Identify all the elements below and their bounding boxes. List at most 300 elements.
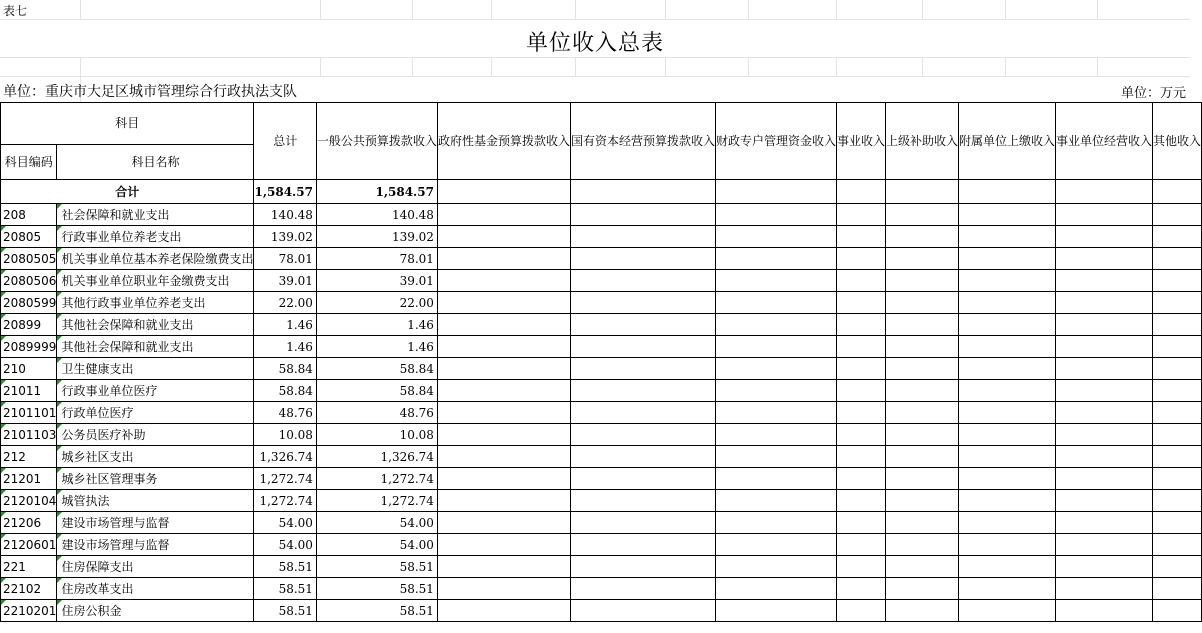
empty-cell bbox=[1153, 336, 1202, 358]
row-total: 39.01 bbox=[254, 270, 316, 292]
empty-cell bbox=[1056, 204, 1153, 226]
empty-cell bbox=[1056, 424, 1153, 446]
row-code: 21011 bbox=[1, 380, 57, 402]
empty-cell bbox=[715, 380, 836, 402]
empty-cell bbox=[715, 204, 836, 226]
empty-cell bbox=[1056, 270, 1153, 292]
empty-cell bbox=[886, 358, 959, 380]
empty-cell bbox=[437, 314, 570, 336]
empty-cell bbox=[715, 248, 836, 270]
grid-line bbox=[922, 57, 923, 77]
empty-cell bbox=[1153, 204, 1202, 226]
empty-cell bbox=[570, 446, 715, 468]
empty-cell bbox=[886, 600, 959, 622]
row-name: 行政单位医疗 bbox=[57, 402, 254, 424]
empty-cell bbox=[1056, 314, 1153, 336]
row-name: 建设市场管理与监督 bbox=[57, 534, 254, 556]
grid-line bbox=[575, 57, 576, 77]
empty-cell bbox=[437, 600, 570, 622]
empty-cell bbox=[1153, 402, 1202, 424]
header-state-capital: 国有资本经营预算拨款收入 bbox=[570, 103, 715, 180]
header-gov-fund: 政府性基金预算拨款收入 bbox=[437, 103, 570, 180]
table-row bbox=[1, 490, 1202, 512]
row-total: 54.00 bbox=[254, 534, 316, 556]
row-name: 卫生健康支出 bbox=[57, 358, 254, 380]
table-row bbox=[1, 402, 1202, 424]
row-name: 行政事业单位医疗 bbox=[57, 380, 254, 402]
row-general-budget: 48.76 bbox=[316, 402, 437, 424]
header-business-income: 事业收入 bbox=[836, 103, 885, 180]
row-general-budget: 22.00 bbox=[316, 292, 437, 314]
header-superior-subsidy: 上级补助收入 bbox=[886, 103, 959, 180]
total-row bbox=[1, 180, 1202, 204]
row-general-budget: 1,272.74 bbox=[316, 468, 437, 490]
empty-cell bbox=[715, 556, 836, 578]
empty-cell bbox=[836, 424, 885, 446]
empty-cell bbox=[959, 512, 1056, 534]
empty-cell bbox=[715, 424, 836, 446]
empty-cell bbox=[1056, 336, 1153, 358]
empty-cell bbox=[437, 468, 570, 490]
grid-line bbox=[1097, 57, 1098, 77]
grid-line bbox=[922, 0, 923, 19]
empty-cell bbox=[715, 180, 836, 204]
empty-cell bbox=[1153, 446, 1202, 468]
grid-line bbox=[491, 57, 492, 77]
grid-line bbox=[412, 0, 413, 19]
empty-cell bbox=[959, 292, 1056, 314]
row-code: 22102 bbox=[1, 578, 57, 600]
empty-cell bbox=[437, 204, 570, 226]
empty-cell bbox=[836, 314, 885, 336]
row-total: 58.84 bbox=[254, 380, 316, 402]
empty-cell bbox=[715, 292, 836, 314]
empty-cell bbox=[437, 292, 570, 314]
empty-cell bbox=[836, 512, 885, 534]
empty-cell bbox=[886, 512, 959, 534]
empty-cell bbox=[886, 556, 959, 578]
grid-line bbox=[80, 0, 81, 19]
empty-cell bbox=[570, 490, 715, 512]
row-code: 210 bbox=[1, 358, 57, 380]
empty-cell bbox=[1056, 380, 1153, 402]
empty-cell bbox=[1056, 512, 1153, 534]
empty-cell bbox=[886, 180, 959, 204]
empty-cell bbox=[437, 336, 570, 358]
empty-cell bbox=[886, 578, 959, 600]
empty-cell bbox=[437, 578, 570, 600]
empty-cell bbox=[1153, 424, 1202, 446]
header-subject-code: 科目编码 bbox=[1, 145, 57, 180]
grid-line bbox=[491, 0, 492, 19]
empty-cell bbox=[570, 512, 715, 534]
empty-cell bbox=[886, 468, 959, 490]
row-total: 10.08 bbox=[254, 424, 316, 446]
row-general-budget: 39.01 bbox=[316, 270, 437, 292]
table-row bbox=[1, 556, 1202, 578]
empty-cell bbox=[437, 534, 570, 556]
grid-line bbox=[836, 0, 837, 19]
row-total: 58.51 bbox=[254, 556, 316, 578]
empty-cell bbox=[1153, 512, 1202, 534]
empty-cell bbox=[1153, 380, 1202, 402]
empty-cell bbox=[437, 380, 570, 402]
empty-cell bbox=[1056, 534, 1153, 556]
empty-cell bbox=[437, 270, 570, 292]
row-name: 住房保障支出 bbox=[57, 556, 254, 578]
table-row bbox=[1, 512, 1202, 534]
empty-cell bbox=[1056, 446, 1153, 468]
table-row bbox=[1, 204, 1202, 226]
empty-cell bbox=[959, 534, 1056, 556]
empty-cell bbox=[886, 226, 959, 248]
empty-cell bbox=[715, 358, 836, 380]
empty-cell bbox=[437, 512, 570, 534]
row-total: 58.51 bbox=[254, 578, 316, 600]
empty-cell bbox=[1056, 292, 1153, 314]
empty-cell bbox=[1153, 180, 1202, 204]
empty-cell bbox=[437, 446, 570, 468]
row-total: 58.84 bbox=[254, 358, 316, 380]
empty-cell bbox=[715, 534, 836, 556]
empty-cell bbox=[836, 446, 885, 468]
empty-cell bbox=[437, 180, 570, 204]
grid-line bbox=[748, 57, 749, 77]
unit-currency: 单位：万元 bbox=[1120, 86, 1186, 101]
empty-cell bbox=[1153, 468, 1202, 490]
empty-cell bbox=[1153, 248, 1202, 270]
empty-cell bbox=[836, 180, 885, 204]
grid-line bbox=[0, 57, 1190, 58]
empty-cell bbox=[959, 490, 1056, 512]
empty-cell bbox=[570, 600, 715, 622]
empty-cell bbox=[1153, 556, 1202, 578]
header-total: 总计 bbox=[254, 103, 316, 180]
row-code: 2080505 bbox=[1, 248, 57, 270]
empty-cell bbox=[1153, 226, 1202, 248]
row-general-budget: 1,272.74 bbox=[316, 490, 437, 512]
table-row bbox=[1, 468, 1202, 490]
empty-cell bbox=[570, 468, 715, 490]
empty-cell bbox=[437, 248, 570, 270]
row-total: 1,272.74 bbox=[254, 468, 316, 490]
empty-cell bbox=[836, 600, 885, 622]
empty-cell bbox=[1056, 600, 1153, 622]
empty-cell bbox=[836, 402, 885, 424]
row-total: 1,272.74 bbox=[254, 490, 316, 512]
grid-line bbox=[665, 0, 666, 19]
row-name: 城乡社区支出 bbox=[57, 446, 254, 468]
row-general-budget: 58.51 bbox=[316, 578, 437, 600]
row-name: 建设市场管理与监督 bbox=[57, 512, 254, 534]
grid-line bbox=[1097, 0, 1098, 19]
row-code: 2101103 bbox=[1, 424, 57, 446]
empty-cell bbox=[715, 336, 836, 358]
total-label: 合计 bbox=[1, 180, 254, 204]
table-row bbox=[1, 314, 1202, 336]
empty-cell bbox=[1153, 314, 1202, 336]
empty-cell bbox=[886, 534, 959, 556]
empty-cell bbox=[959, 424, 1056, 446]
empty-cell bbox=[959, 314, 1056, 336]
empty-cell bbox=[570, 556, 715, 578]
empty-cell bbox=[959, 336, 1056, 358]
page-title: 单位收入总表 bbox=[525, 31, 664, 56]
row-name: 公务员医疗补助 bbox=[57, 424, 254, 446]
empty-cell bbox=[836, 380, 885, 402]
empty-cell bbox=[715, 468, 836, 490]
empty-cell bbox=[886, 446, 959, 468]
row-name: 机关事业单位职业年金缴费支出 bbox=[57, 270, 254, 292]
empty-cell bbox=[437, 556, 570, 578]
empty-cell bbox=[836, 490, 885, 512]
table-row bbox=[1, 358, 1202, 380]
empty-cell bbox=[1153, 490, 1202, 512]
empty-cell bbox=[1056, 490, 1153, 512]
empty-cell bbox=[959, 226, 1056, 248]
total-general-budget: 1,584.57 bbox=[316, 180, 437, 204]
row-general-budget: 1.46 bbox=[316, 336, 437, 358]
row-code: 2080506 bbox=[1, 270, 57, 292]
empty-cell bbox=[886, 292, 959, 314]
empty-cell bbox=[959, 556, 1056, 578]
empty-cell bbox=[836, 292, 885, 314]
empty-cell bbox=[715, 446, 836, 468]
empty-cell bbox=[715, 314, 836, 336]
empty-cell bbox=[715, 600, 836, 622]
row-code: 21201 bbox=[1, 468, 57, 490]
row-name: 机关事业单位基本养老保险缴费支出 bbox=[57, 248, 254, 270]
empty-cell bbox=[836, 336, 885, 358]
empty-cell bbox=[959, 380, 1056, 402]
empty-cell bbox=[959, 600, 1056, 622]
table-row bbox=[1, 446, 1202, 468]
empty-cell bbox=[836, 556, 885, 578]
empty-cell bbox=[1153, 292, 1202, 314]
empty-cell bbox=[570, 402, 715, 424]
empty-cell bbox=[570, 336, 715, 358]
row-code: 2089999 bbox=[1, 336, 57, 358]
empty-cell bbox=[1153, 270, 1202, 292]
empty-cell bbox=[1056, 402, 1153, 424]
empty-cell bbox=[570, 578, 715, 600]
row-general-budget: 140.48 bbox=[316, 204, 437, 226]
row-total: 78.01 bbox=[254, 248, 316, 270]
empty-cell bbox=[570, 534, 715, 556]
empty-cell bbox=[959, 358, 1056, 380]
header-other-income: 其他收入 bbox=[1153, 103, 1202, 180]
row-general-budget: 58.84 bbox=[316, 380, 437, 402]
income-summary-table bbox=[0, 102, 1202, 622]
row-code: 21206 bbox=[1, 512, 57, 534]
empty-cell bbox=[886, 314, 959, 336]
row-name: 住房改革支出 bbox=[57, 578, 254, 600]
empty-cell bbox=[1153, 358, 1202, 380]
grid-line bbox=[0, 19, 1190, 20]
empty-cell bbox=[570, 380, 715, 402]
grid-line bbox=[320, 0, 321, 19]
grid-line bbox=[575, 0, 576, 19]
grid-line bbox=[748, 0, 749, 19]
unit-organization: 单位：重庆市大足区城市管理综合行政执法支队 bbox=[3, 84, 297, 100]
table-row bbox=[1, 292, 1202, 314]
row-code: 2210201 bbox=[1, 600, 57, 622]
empty-cell bbox=[1153, 534, 1202, 556]
row-general-budget: 54.00 bbox=[316, 512, 437, 534]
row-total: 1,326.74 bbox=[254, 446, 316, 468]
row-general-budget: 1,326.74 bbox=[316, 446, 437, 468]
row-general-budget: 1.46 bbox=[316, 314, 437, 336]
grid-line bbox=[1005, 57, 1006, 77]
header-general-budget: 一般公共预算拨款收入 bbox=[316, 103, 437, 180]
table-label: 表七 bbox=[3, 4, 28, 18]
row-name: 城管执法 bbox=[57, 490, 254, 512]
empty-cell bbox=[836, 270, 885, 292]
empty-cell bbox=[886, 490, 959, 512]
row-code: 208 bbox=[1, 204, 57, 226]
row-name: 其他行政事业单位养老支出 bbox=[57, 292, 254, 314]
header-special-fund: 财政专户管理资金收入 bbox=[715, 103, 836, 180]
empty-cell bbox=[715, 226, 836, 248]
table-row bbox=[1, 600, 1202, 622]
empty-cell bbox=[836, 358, 885, 380]
empty-cell bbox=[886, 336, 959, 358]
empty-cell bbox=[886, 424, 959, 446]
row-name: 其他社会保障和就业支出 bbox=[57, 336, 254, 358]
empty-cell bbox=[1056, 578, 1153, 600]
empty-cell bbox=[570, 424, 715, 446]
empty-cell bbox=[959, 578, 1056, 600]
header-business-operation: 事业单位经营收入 bbox=[1056, 103, 1153, 180]
table-row bbox=[1, 424, 1202, 446]
header-subject-group: 科目 bbox=[1, 103, 254, 145]
empty-cell bbox=[1056, 468, 1153, 490]
empty-cell bbox=[886, 270, 959, 292]
empty-cell bbox=[437, 490, 570, 512]
grid-line bbox=[412, 57, 413, 77]
empty-cell bbox=[715, 402, 836, 424]
empty-cell bbox=[715, 490, 836, 512]
table-row bbox=[1, 270, 1202, 292]
empty-cell bbox=[959, 248, 1056, 270]
empty-cell bbox=[570, 204, 715, 226]
empty-cell bbox=[570, 248, 715, 270]
table-row bbox=[1, 226, 1202, 248]
row-general-budget: 10.08 bbox=[316, 424, 437, 446]
empty-cell bbox=[1153, 600, 1202, 622]
empty-cell bbox=[959, 446, 1056, 468]
row-name: 城乡社区管理事务 bbox=[57, 468, 254, 490]
empty-cell bbox=[959, 402, 1056, 424]
empty-cell bbox=[886, 380, 959, 402]
empty-cell bbox=[570, 180, 715, 204]
row-general-budget: 139.02 bbox=[316, 226, 437, 248]
table-row bbox=[1, 248, 1202, 270]
empty-cell bbox=[836, 578, 885, 600]
empty-cell bbox=[959, 270, 1056, 292]
empty-cell bbox=[570, 226, 715, 248]
empty-cell bbox=[570, 358, 715, 380]
empty-cell bbox=[959, 204, 1056, 226]
table-row bbox=[1, 578, 1202, 600]
table-row bbox=[1, 534, 1202, 556]
table-row bbox=[1, 336, 1202, 358]
empty-cell bbox=[959, 180, 1056, 204]
row-code: 2120601 bbox=[1, 534, 57, 556]
empty-cell bbox=[715, 270, 836, 292]
grid-line bbox=[0, 76, 1190, 77]
empty-cell bbox=[437, 226, 570, 248]
empty-cell bbox=[1056, 180, 1153, 204]
row-total: 22.00 bbox=[254, 292, 316, 314]
row-total: 139.02 bbox=[254, 226, 316, 248]
grid-line bbox=[320, 57, 321, 77]
row-total: 58.51 bbox=[254, 600, 316, 622]
row-name: 行政事业单位养老支出 bbox=[57, 226, 254, 248]
row-general-budget: 54.00 bbox=[316, 534, 437, 556]
empty-cell bbox=[570, 314, 715, 336]
row-code: 2080599 bbox=[1, 292, 57, 314]
empty-cell bbox=[836, 248, 885, 270]
row-total: 140.48 bbox=[254, 204, 316, 226]
total-amount: 1,584.57 bbox=[254, 180, 316, 204]
row-code: 2101101 bbox=[1, 402, 57, 424]
row-name: 社会保障和就业支出 bbox=[57, 204, 254, 226]
grid-line bbox=[1005, 0, 1006, 19]
empty-cell bbox=[437, 424, 570, 446]
empty-cell bbox=[715, 512, 836, 534]
row-code: 221 bbox=[1, 556, 57, 578]
empty-cell bbox=[1056, 248, 1153, 270]
row-general-budget: 78.01 bbox=[316, 248, 437, 270]
row-total: 1.46 bbox=[254, 336, 316, 358]
grid-line bbox=[836, 57, 837, 77]
row-code: 20805 bbox=[1, 226, 57, 248]
row-name: 其他社会保障和就业支出 bbox=[57, 314, 254, 336]
empty-cell bbox=[570, 292, 715, 314]
grid-line bbox=[665, 57, 666, 77]
row-total: 1.46 bbox=[254, 314, 316, 336]
row-general-budget: 58.51 bbox=[316, 556, 437, 578]
empty-cell bbox=[886, 248, 959, 270]
header-subordinate-payment: 附属单位上缴收入 bbox=[959, 103, 1056, 180]
header-row bbox=[1, 103, 1202, 145]
empty-cell bbox=[836, 468, 885, 490]
row-code: 20899 bbox=[1, 314, 57, 336]
row-total: 48.76 bbox=[254, 402, 316, 424]
row-total: 54.00 bbox=[254, 512, 316, 534]
empty-cell bbox=[1056, 358, 1153, 380]
row-code: 2120104 bbox=[1, 490, 57, 512]
empty-cell bbox=[570, 270, 715, 292]
empty-cell bbox=[959, 468, 1056, 490]
row-name: 住房公积金 bbox=[57, 600, 254, 622]
empty-cell bbox=[437, 358, 570, 380]
empty-cell bbox=[836, 204, 885, 226]
header-subject-name: 科目名称 bbox=[57, 145, 254, 180]
empty-cell bbox=[886, 204, 959, 226]
empty-cell bbox=[886, 402, 959, 424]
empty-cell bbox=[836, 226, 885, 248]
empty-cell bbox=[715, 578, 836, 600]
empty-cell bbox=[1056, 556, 1153, 578]
empty-cell bbox=[836, 534, 885, 556]
empty-cell bbox=[437, 402, 570, 424]
row-code: 212 bbox=[1, 446, 57, 468]
row-general-budget: 58.84 bbox=[316, 358, 437, 380]
empty-cell bbox=[1153, 578, 1202, 600]
row-general-budget: 58.51 bbox=[316, 600, 437, 622]
